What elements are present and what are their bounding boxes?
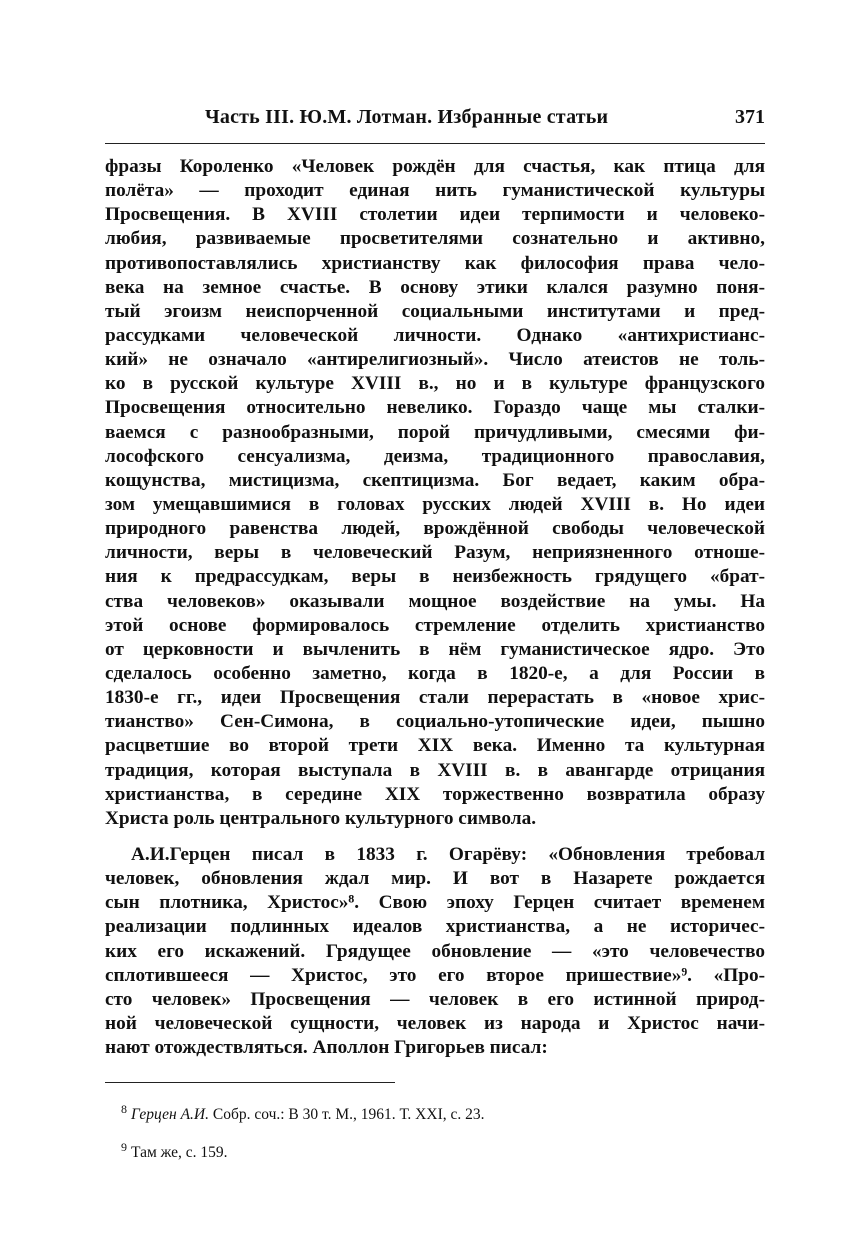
footnote-text: Там же, с. 159. [131, 1144, 228, 1161]
footnote-text: Собр. соч.: В 30 т. М., 1961. Т. XXI, с. 23. [208, 1106, 485, 1123]
text-line: тианство» Сен-Симона, в социально-утопические идеи, пышно [105, 711, 765, 733]
text-line: сто человек» Просвещения — человек в его истинной природ- [105, 988, 765, 1010]
footnote-author: Герцен А.И. [131, 1106, 209, 1123]
text-line: христианства, в середине XIX торжественно возвратила образу [105, 783, 765, 805]
text-line: сплотившееся — Христос, это его второе пришествие»⁹. «Про- [105, 964, 765, 986]
text-line: ства человеков» оказывали мощное воздействие на умы. На [105, 590, 765, 612]
text-line: кий» не означало «антирелигиозный». Число атеистов не толь- [105, 349, 765, 371]
text-line: ной человеческой сущности, человек из народа и Христос начи- [105, 1012, 765, 1034]
text-line: ния к предрассудкам, веры в неизбежность грядущего «брат- [105, 566, 765, 588]
text-line: Христа роль центрального культурного символа. [105, 807, 537, 829]
text-line: ких его искажений. Грядущее обновление — «это человечество [105, 940, 765, 962]
text-line: кощунства, мистицизма, скептицизма. Бог ведает, каким обра- [105, 469, 765, 491]
text-line: расцветшие во второй трети XIX века. Именно та культурная [105, 735, 765, 757]
paragraph-1 [105, 155, 765, 831]
text-line: противопоставлялись христианству как философия права чело- [105, 252, 765, 274]
footnote-rule [105, 1082, 395, 1083]
text-line: фразы Короленко «Человек рождён для счастья, как птица для [105, 156, 765, 177]
text-line: Просвещения относительно невелико. Гораздо чаще мы сталки- [105, 397, 765, 419]
footnote-9 [121, 1131, 761, 1169]
body-text [105, 155, 765, 1060]
text-line: лософского сенсуализма, деизма, традиционного православия, [105, 445, 765, 467]
text-line: зом умещавшимися в головах русских людей XVIII в. Но идеи [105, 493, 765, 515]
text-line: этой основе формировалось стремление отделить христианство [105, 614, 765, 636]
text-line: А.И.Герцен писал в 1833 г. Огарёву: «Обновления требовал [131, 843, 765, 865]
text-line: нают отождествляться. Аполлон Григорьев писал: [105, 1037, 548, 1059]
page-number: 371 [735, 106, 765, 128]
text-line: сын плотника, Христос»⁸. Свою эпоху Герцен считает временем [105, 892, 765, 914]
text-line: ваемся с разнообразными, порой причудливыми, смесями фи- [105, 421, 765, 443]
text-line: тый эгоизм неиспорченной социальными институтами и пред- [105, 300, 765, 322]
footnote-mark: 8 [121, 1102, 127, 1116]
text-line: 1830-е гг., идеи Просвещения стали перерастать в «новое хрис- [105, 687, 765, 709]
text-line: сделалось особенно заметно, когда в 1820-е, а для России в [105, 662, 765, 684]
text-line: Просвещения. В XVIII столетии идеи терпимости и человеко- [105, 204, 765, 226]
running-header [105, 104, 765, 134]
paragraph-2 [105, 843, 765, 1060]
text-line: любия, развиваемые просветителями сознательно и активно, [105, 228, 765, 250]
footnote-8 [121, 1093, 761, 1131]
text-line: природного равенства людей, врождённой свободы человеческой [105, 518, 765, 540]
text-line: века на земное счастье. В основу этики клался разумно поня- [105, 276, 765, 298]
text-line: рассудками человеческой личности. Однако «антихристианс- [105, 324, 765, 346]
text-line: традиция, которая выступала в XVIII в. в авангарде отрицания [105, 759, 765, 781]
text-line: личности, веры в человеческий Разум, неприязненного отноше- [105, 542, 765, 564]
running-title: Часть III. Ю.М. Лотман. Избранные статьи [205, 106, 609, 128]
text-line: человек, обновления ждал мир. И вот в Назарете рождается [105, 868, 765, 890]
footnotes [121, 1093, 761, 1169]
paragraph-gap [105, 831, 765, 843]
text-line: от церковности и вычленить в нём гуманистическое ядро. Это [105, 638, 765, 660]
text-line: реализации подлинных идеалов христианства, а не историчес- [105, 916, 765, 938]
footnote-mark: 9 [121, 1140, 127, 1154]
text-line: полёта» — проходит единая нить гуманистической культуры [105, 180, 765, 202]
text-line: ко в русской культуре XVIII в., но и в культуре французского [105, 373, 765, 395]
header-rule [105, 143, 765, 144]
